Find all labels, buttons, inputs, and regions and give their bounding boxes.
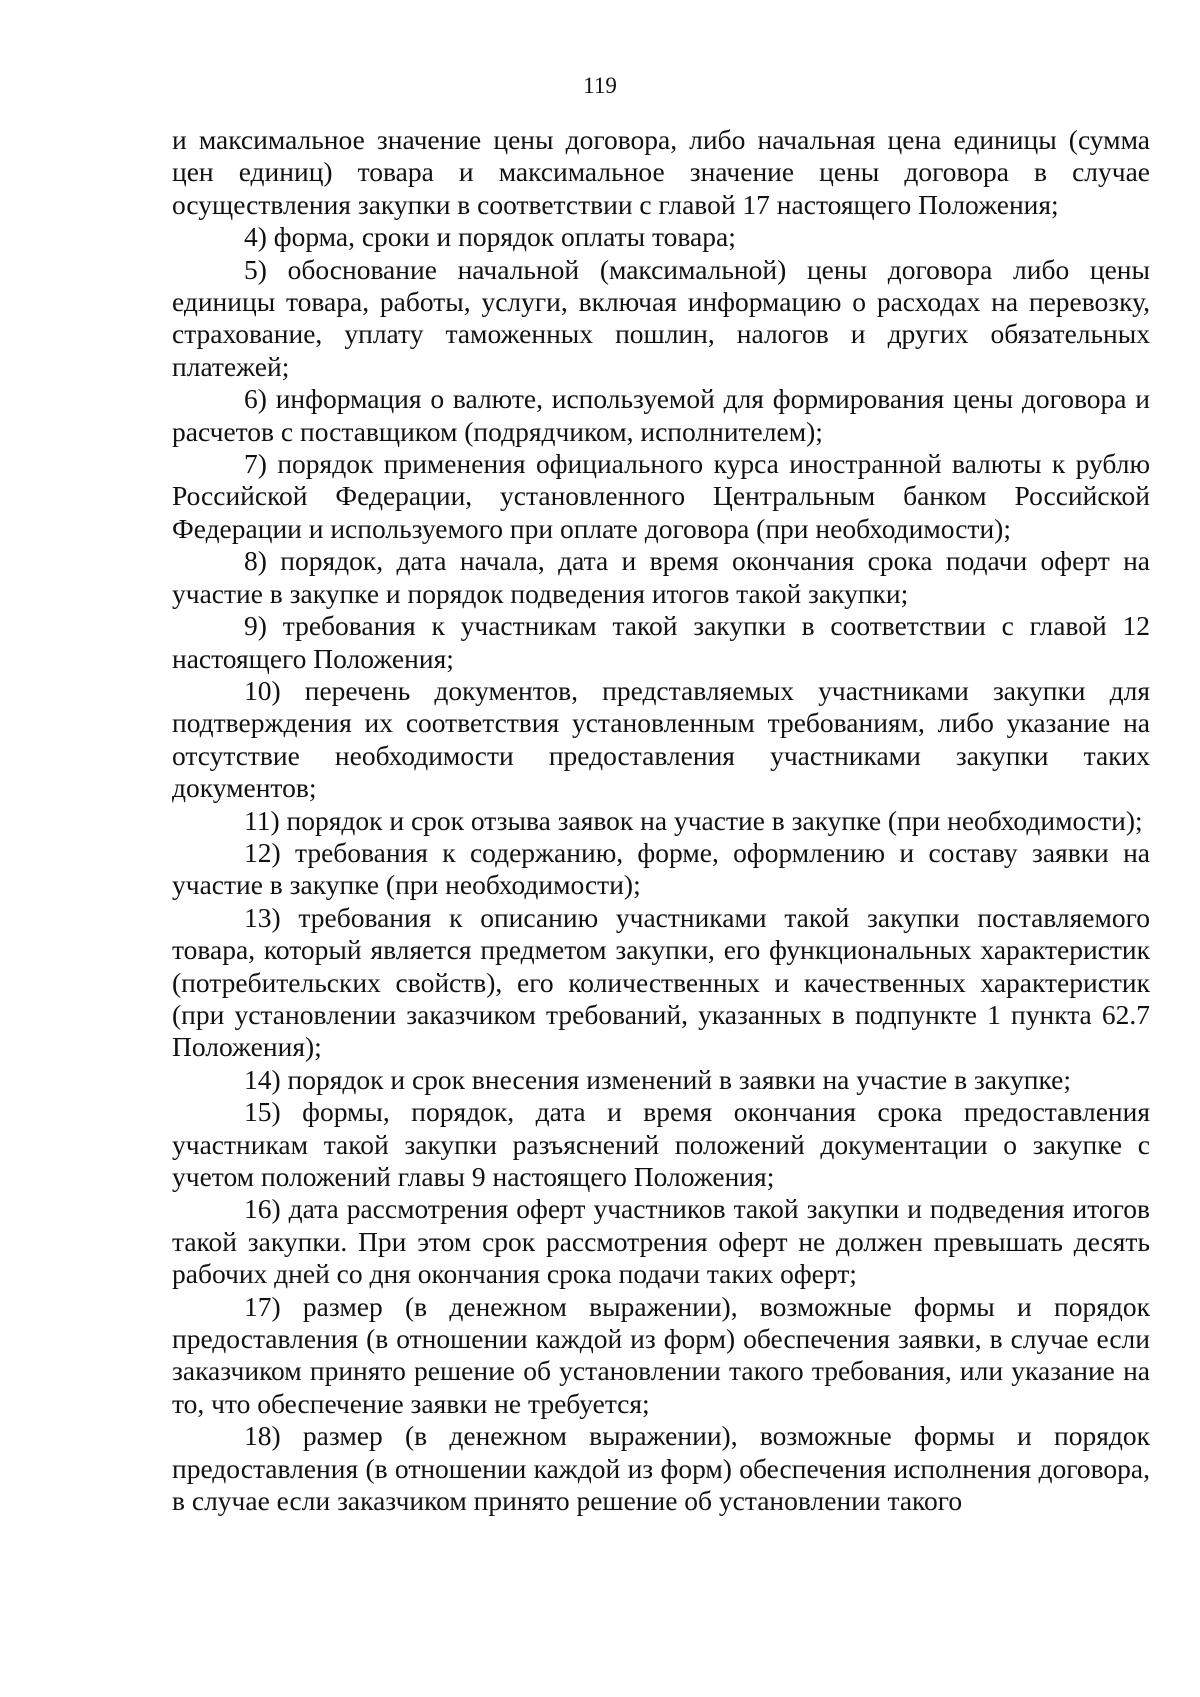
- list-item-6: 6) информация о валюте, используемой для формирования цены договора и расчетов с поставщиком (подрядчиком, исполнителем);: [172, 383, 1150, 447]
- list-item-15: 15) формы, порядок, дата и время окончания срока предоставления участникам такой закупки разъяснений положений документации о закупке с учетом положений главы 9 настоящего Положения;: [172, 1096, 1150, 1192]
- list-item-14: 14) порядок и срок внесения изменений в заявки на участие в закупке;: [244, 1063, 1071, 1095]
- list-item-17: 17) размер (в денежном выражении), возможные формы и порядок предоставления (в отношении каждой из форм) обеспечения заявки, в случае если заказчиком принято решение об установлении такого требования, или указание на то, что обеспечение заявки не требуется;: [172, 1290, 1150, 1419]
- list-item-10: 10) перечень документов, представляемых участниками закупки для подтверждения их соответствия установленным требованиям, либо указание на отсутствие необходимости предоставления участниками закупки таких документов;: [172, 674, 1150, 804]
- list-item-9: 9) требования к участникам такой закупки в соответствии с главой 12 настоящего Положения;: [172, 610, 1150, 674]
- paragraph-continuation: и максимальное значение цены договора, либо начальная цена единицы (сумма цен единиц) товара и максимальное значение цены договора в случае осуществления закупки в соответствии с главой 17 настоящего Положения;: [172, 124, 1150, 220]
- list-item-11: 11) порядок и срок отзыва заявок на участие в закупке (при необходимости);: [244, 804, 1143, 836]
- list-item-18: 18) размер (в денежном выражении), возможные формы и порядок предоставления (в отношении каждой из форм) обеспечения исполнения договора, в случае если заказчиком принято решение об установлении такого: [172, 1420, 1150, 1517]
- list-item-5: 5) обоснование начальной (максимальной) цены договора либо цены единицы товара, работы, услуги, включая информацию о расходах на перевозку, страхование, уплату таможенных пошлин, налогов и других обязательных платежей;: [172, 253, 1150, 382]
- list-item-7: 7) порядок применения официального курса иностранной валюты к рублю Российской Федерации, установленного Центральным банком Российской Федерации и используемого при оплате договора (при необходимости);: [172, 448, 1150, 544]
- list-item-16: 16) дата рассмотрения оферт участников такой закупки и подведения итогов такой закупки. При этом срок рассмотрения оферт не должен превышать десять рабочих дней со дня окончания срока подачи таких оферт;: [172, 1193, 1150, 1290]
- list-item-4: 4) форма, сроки и порядок оплаты товара;: [244, 221, 736, 253]
- list-item-12: 12) требования к содержанию, форме, оформлению и составу заявки на участие в закупке (при необходимости);: [172, 836, 1150, 901]
- list-item-8: 8) порядок, дата начала, дата и время окончания срока подачи оферт на участие в закупке и порядок подведения итогов такой закупки;: [172, 545, 1150, 609]
- document-body: [172, 124, 1150, 1517]
- page-number: 119: [583, 73, 617, 98]
- list-item-13: 13) требования к описанию участниками такой закупки поставляемого товара, который является предметом закупки, его функциональных характеристик (потребительских свойств), его количественных и качественных характеристик (при установлении заказчиком требований, указанных в подпункте 1 пункта 62.7 Положения);: [172, 901, 1150, 1063]
